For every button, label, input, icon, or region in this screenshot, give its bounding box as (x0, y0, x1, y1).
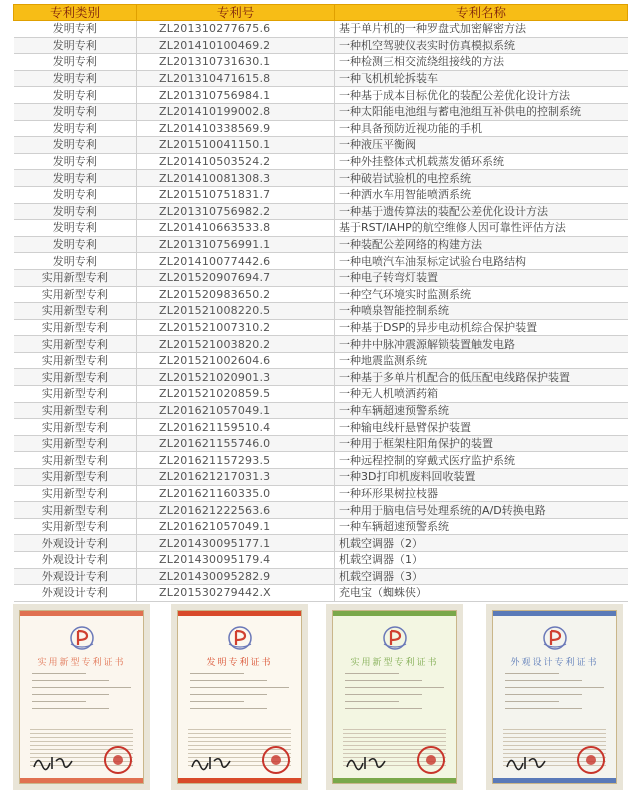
patent-type-cell: 发明专利 (14, 87, 137, 104)
certificate-fields (32, 673, 131, 715)
patent-type-cell: 发明专利 (14, 203, 137, 220)
official-seal-icon (103, 745, 133, 775)
patent-name-cell: 一种喷泉智能控制系统 (335, 303, 628, 320)
patent-type-cell: 实用新型专利 (14, 419, 137, 436)
patent-name-cell: 一种空气环境实时监测系统 (335, 286, 628, 303)
patent-number-cell: ZL201410503524.2 (137, 153, 335, 170)
patent-number-cell: ZL201521007310.2 (137, 319, 335, 336)
table-row (14, 236, 628, 253)
patent-type-cell: 发明专利 (14, 220, 137, 237)
patent-type-cell: 实用新型专利 (14, 502, 137, 519)
patent-name-cell: 基于RST/IAHP的航空维修人因可靠性评估方法 (335, 220, 628, 237)
patent-type-cell: 实用新型专利 (14, 286, 137, 303)
patent-number-cell: ZL201410081308.3 (137, 170, 335, 187)
certificate-thumbnail (171, 604, 308, 790)
patent-number-cell: ZL201310471615.8 (137, 70, 335, 87)
patent-name-cell: 一种电子转弯灯装置 (335, 269, 628, 286)
patent-number-cell: ZL201521020901.3 (137, 369, 335, 386)
patent-type-cell: 实用新型专利 (14, 269, 137, 286)
official-seal-icon (416, 745, 446, 775)
patent-number-cell: ZL201510041150.1 (137, 137, 335, 154)
patent-number-cell: ZL201410663533.8 (137, 220, 335, 237)
patent-name-cell: 一种基于成本目标优化的装配公差优化设计方法 (335, 87, 628, 104)
certificate-border-top (178, 611, 301, 616)
table-row (14, 452, 628, 469)
certificate-border-top (493, 611, 616, 616)
patent-type-cell: 外观设计专利 (14, 585, 137, 602)
patent-table (13, 4, 628, 602)
table-row (14, 87, 628, 104)
certificate-paper (177, 610, 302, 784)
patent-name-cell: 一种基于DSP的异步电动机综合保护装置 (335, 319, 628, 336)
patent-name-cell: 一种用于脑电信号处理系统的A/D转换电路 (335, 502, 628, 519)
patent-type-cell: 外观设计专利 (14, 568, 137, 585)
patent-name-cell: 基于单片机的一种罗盘式加密解密方法 (335, 21, 628, 38)
certificate-fields (190, 673, 289, 715)
official-seal-icon (261, 745, 291, 775)
signature-image (32, 753, 76, 773)
patent-number-cell: ZL201310731630.1 (137, 54, 335, 71)
patent-number-cell: ZL201520907694.7 (137, 269, 335, 286)
table-row (14, 369, 628, 386)
patent-name-cell: 一种地震监测系统 (335, 352, 628, 369)
patent-type-cell: 实用新型专利 (14, 369, 137, 386)
certificate-border-bottom (333, 778, 456, 783)
patent-name-cell: 一种3D打印机废料回收装置 (335, 469, 628, 486)
certificate-gallery (13, 604, 627, 790)
certificate-border-bottom (493, 778, 616, 783)
patent-type-cell: 外观设计专利 (14, 535, 137, 552)
patent-office-emblem-icon (540, 625, 570, 651)
patent-name-cell: 一种洒水车用智能喷洒系统 (335, 186, 628, 203)
patent-name-cell: 一种装配公差网络的构建方法 (335, 236, 628, 253)
certificate-title: 实用新型专利证书 (350, 658, 439, 668)
patent-type-cell: 发明专利 (14, 153, 137, 170)
table-row (14, 419, 628, 436)
patent-name-cell: 一种液压平衡阀 (335, 137, 628, 154)
patent-name-cell: 一种车辆超速预警系统 (335, 402, 628, 419)
patent-number-cell: ZL201410077442.6 (137, 253, 335, 270)
patent-name-cell: 一种飞机机轮拆装车 (335, 70, 628, 87)
patent-name-cell: 一种车辆超速预警系统 (335, 518, 628, 535)
patent-name-cell: 一种远程控制的穿戴式医疗监护系统 (335, 452, 628, 469)
patent-type-cell: 发明专利 (14, 54, 137, 71)
patent-name-cell: 一种机空驾驶仪表实时仿真模拟系统 (335, 37, 628, 54)
table-row (14, 103, 628, 120)
table-row (14, 220, 628, 237)
patent-number-cell: ZL201310277675.6 (137, 21, 335, 38)
table-row (14, 585, 628, 602)
patent-number-cell: ZL201520983650.2 (137, 286, 335, 303)
certificate-title: 外观设计专利证书 (510, 658, 599, 668)
certificate-paper (19, 610, 144, 784)
patent-type-cell: 实用新型专利 (14, 402, 137, 419)
table-row (14, 303, 628, 320)
patent-number-cell: ZL201430095282.9 (137, 568, 335, 585)
table-row (14, 402, 628, 419)
patent-office-emblem-icon (380, 625, 410, 651)
table-row (14, 70, 628, 87)
patent-type-cell: 发明专利 (14, 103, 137, 120)
patent-name-cell: 一种无人机喷洒药箱 (335, 386, 628, 403)
table-row (14, 502, 628, 519)
patent-number-cell: ZL201521002604.6 (137, 352, 335, 369)
patent-number-cell: ZL201621159510.4 (137, 419, 335, 436)
signature-image (190, 753, 234, 773)
table-row (14, 336, 628, 353)
patent-number-cell: ZL201410199002.8 (137, 103, 335, 120)
patent-number-cell: ZL201621217031.3 (137, 469, 335, 486)
patent-number-cell: ZL201530279442.X (137, 585, 335, 602)
patent-number-cell: ZL201621057049.1 (137, 402, 335, 419)
official-seal-icon (576, 745, 606, 775)
table-row (14, 485, 628, 502)
patent-number-cell: ZL201410338569.9 (137, 120, 335, 137)
patent-number-cell: ZL201510751831.7 (137, 186, 335, 203)
patent-type-cell: 发明专利 (14, 186, 137, 203)
certificate-paper (492, 610, 617, 784)
patent-name-cell: 一种基于多单片机配合的低压配电线路保护装置 (335, 369, 628, 386)
patent-type-cell: 实用新型专利 (14, 485, 137, 502)
patent-type-cell: 实用新型专利 (14, 469, 137, 486)
patent-name-cell: 一种具备预防近视功能的手机 (335, 120, 628, 137)
patent-number-cell: ZL201310756984.1 (137, 87, 335, 104)
patent-name-cell: 机载空调器（1） (335, 552, 628, 569)
certificate-border-bottom (178, 778, 301, 783)
patent-type-cell: 发明专利 (14, 120, 137, 137)
table-row (14, 352, 628, 369)
table-row (14, 153, 628, 170)
patent-number-cell: ZL201621157293.5 (137, 452, 335, 469)
patent-type-cell: 实用新型专利 (14, 386, 137, 403)
table-row (14, 37, 628, 54)
patent-number-cell: ZL201310756991.1 (137, 236, 335, 253)
table-row (14, 137, 628, 154)
table-row (14, 386, 628, 403)
certificate-border-top (20, 611, 143, 616)
patent-number-cell: ZL201621155746.0 (137, 435, 335, 452)
signature-image (345, 753, 389, 773)
patent-number-cell: ZL201430095177.1 (137, 535, 335, 552)
patent-number-cell: ZL201621057049.1 (137, 518, 335, 535)
table-row (14, 21, 628, 38)
patent-type-cell: 实用新型专利 (14, 452, 137, 469)
patent-name-cell: 一种井中脉冲震源解锁装置触发电路 (335, 336, 628, 353)
patent-name-cell: 一种检测三相交流绕组接线的方法 (335, 54, 628, 71)
table-header-row (14, 5, 628, 21)
patent-name-cell: 机载空调器（2） (335, 535, 628, 552)
certificate-thumbnail (326, 604, 463, 790)
patent-number-cell: ZL201521003820.2 (137, 336, 335, 353)
table-row (14, 319, 628, 336)
patent-name-cell: 一种用于框架柱阳角保护的装置 (335, 435, 628, 452)
patent-name-cell: 充电宝（蜘蛛侠） (335, 585, 628, 602)
patent-type-cell: 发明专利 (14, 70, 137, 87)
table-row (14, 186, 628, 203)
certificate-fields (505, 673, 604, 715)
patent-number-cell: ZL201621160335.0 (137, 485, 335, 502)
patent-type-cell: 发明专利 (14, 137, 137, 154)
patent-number-cell: ZL201410100469.2 (137, 37, 335, 54)
patent-type-cell: 发明专利 (14, 253, 137, 270)
patent-type-cell: 实用新型专利 (14, 352, 137, 369)
patent-office-emblem-icon (225, 625, 255, 651)
patent-name-cell: 一种电喷汽车油泵标定试验台电路结构 (335, 253, 628, 270)
patent-type-cell: 实用新型专利 (14, 435, 137, 452)
table-row (14, 253, 628, 270)
patent-type-cell: 实用新型专利 (14, 303, 137, 320)
table-row (14, 286, 628, 303)
certificate-border-bottom (20, 778, 143, 783)
patent-number-cell: ZL201521008220.5 (137, 303, 335, 320)
table-row (14, 552, 628, 569)
table-row (14, 269, 628, 286)
certificate-border-top (333, 611, 456, 616)
patent-name-cell: 机载空调器（3） (335, 568, 628, 585)
column-header-name: 专利名称 (335, 5, 628, 21)
patent-name-cell: 一种环形果树拉枝器 (335, 485, 628, 502)
table-row (14, 435, 628, 452)
patent-name-cell: 一种输电线杆悬臂保护装置 (335, 419, 628, 436)
patent-number-cell: ZL201621222563.6 (137, 502, 335, 519)
patent-type-cell: 外观设计专利 (14, 552, 137, 569)
patent-name-cell: 一种基于遗传算法的装配公差优化设计方法 (335, 203, 628, 220)
certificate-title: 实用新型专利证书 (37, 658, 126, 668)
patent-number-cell: ZL201430095179.4 (137, 552, 335, 569)
table-row (14, 203, 628, 220)
certificate-fields (345, 673, 444, 715)
certificate-title: 发明专利证书 (206, 658, 273, 668)
patent-type-cell: 实用新型专利 (14, 319, 137, 336)
patent-type-cell: 实用新型专利 (14, 518, 137, 535)
patent-type-cell: 发明专利 (14, 21, 137, 38)
table-row (14, 120, 628, 137)
patent-name-cell: 一种太阳能电池组与蓄电池组互补供电的控制系统 (335, 103, 628, 120)
table-row (14, 469, 628, 486)
patent-office-emblem-icon (67, 625, 97, 651)
patent-type-cell: 发明专利 (14, 170, 137, 187)
table-row (14, 170, 628, 187)
column-header-number: 专利号 (137, 5, 335, 21)
certificate-paper (332, 610, 457, 784)
patent-name-cell: 一种外挂整体式机载蒸发循环系统 (335, 153, 628, 170)
column-header-type: 专利类别 (14, 5, 137, 21)
patent-name-cell: 一种破岩试验机的电控系统 (335, 170, 628, 187)
table-row (14, 54, 628, 71)
patent-type-cell: 发明专利 (14, 37, 137, 54)
table-row (14, 535, 628, 552)
patent-type-cell: 发明专利 (14, 236, 137, 253)
patent-number-cell: ZL201521020859.5 (137, 386, 335, 403)
certificate-thumbnail (486, 604, 623, 790)
table-row (14, 568, 628, 585)
patent-number-cell: ZL201310756982.2 (137, 203, 335, 220)
certificate-thumbnail (13, 604, 150, 790)
signature-image (505, 753, 549, 773)
table-row (14, 518, 628, 535)
patent-type-cell: 实用新型专利 (14, 336, 137, 353)
